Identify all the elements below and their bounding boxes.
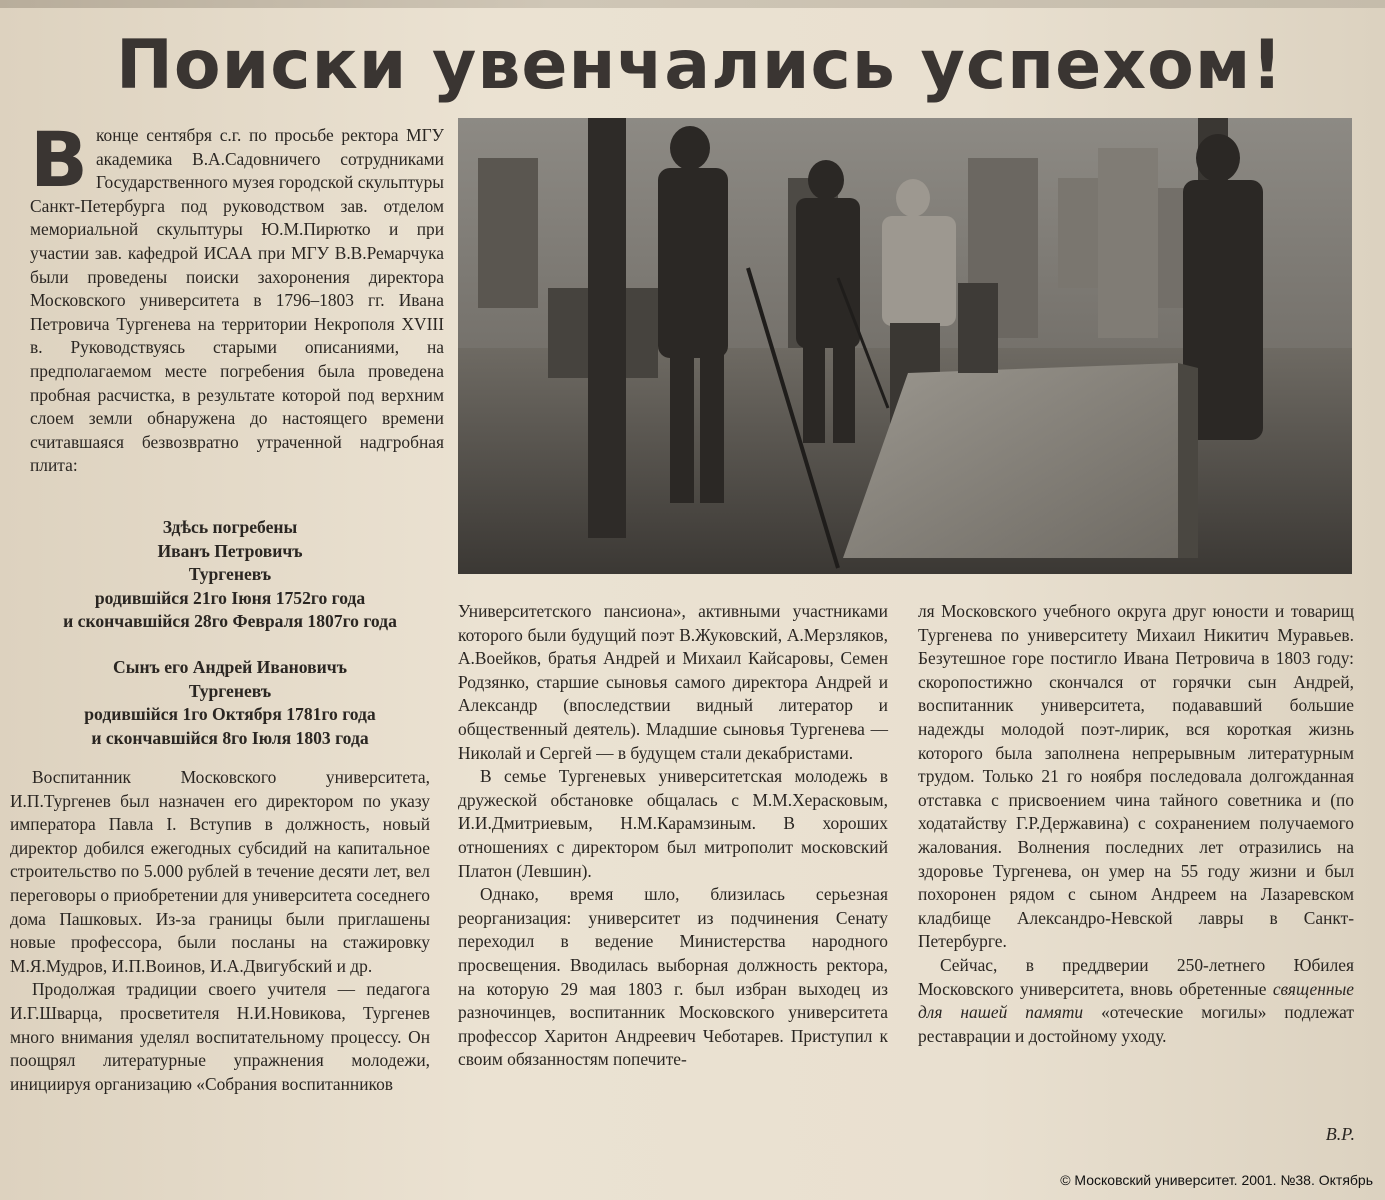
italic-fragment: священные для нашей памяти <box>918 978 1354 1023</box>
text-fragment: Сейчас, в преддверии 250-летнего Юбилея Московского университета, вновь обретенные <box>918 954 1354 999</box>
epitaph-line: и скончавшійся 8го Іюля 1803 года <box>91 727 369 748</box>
headline: Поиски увенчались успехом! <box>116 26 1284 105</box>
epitaph-line: родившійся 1го Октября 1781го года <box>84 704 376 725</box>
drop-cap: В <box>30 115 88 204</box>
epitaph-line: Тургеневъ <box>188 564 272 585</box>
paragraph: Университетского пансиона», активными участниками которого были будущий поэт В.Жуковский, А.Мерзляков, А.Воейков, братья Андрей и Михаил Кайсаровы, Семен Родзянко, старшие сыновья самого директора Андрей и Александр (впоследствии видный литератор и общественный деятель). Младшие сыновья Тургенева — Николай и Сергей — в будущем стали декабристами. <box>458 601 888 763</box>
intro-column <box>30 115 444 478</box>
cemetery-photo <box>458 118 1352 574</box>
column-2 <box>458 600 888 1072</box>
intro-text: конце сентября с.г. по просьбе ректора МГУ академика В.А.Садовничего сотрудниками Государственного музея городской скульптуры Санкт-Петербурга под руководством зав. отделом мемориальной скульптуры Ю.М.Пирютко и при участии зав. кафедрой ИСАА при МГУ В.В.Ремарчука были проведены поиски захоронения директора Московского университета в 1796–1803 гг. Ивана Петровича Тургенева на территории Некрополя XVIII в. Руководствуясь старыми описаниями, на предполагаемом месте погребения была проведена пробная расчистка, в результате которой под верхним слоем земли обнаружена до настоящего времени считавшаяся безвозвратно утраченной надгробная плита: <box>30 125 444 476</box>
epitaph-line: Сынъ его Андрей Ивановичъ <box>113 657 347 677</box>
column-1 <box>10 766 430 1096</box>
paragraph: В семье Тургеневых университетская молодежь в дружеской обстановке общалась с М.М.Херасковым, И.И.Дмитриевым, Н.М.Карамзиным. В хороших отношениях с директором был митрополит московский Платон (Левшин). <box>458 766 888 881</box>
epitaph-ivan <box>20 516 440 634</box>
text-fragment: «отеческие могилы» подлежат реставрации и достойному уходу. <box>918 1002 1354 1046</box>
paragraph: ля Московского учебного округа друг юности и товарищ Тургенева по университету Михаил Никитич Муравьев. Безутешное горе постигло Ивана Петровича в 1803 году: скоропостижно скончался от горячки сын Андрей, воспитанник университета, подававший большие надежды молодой поэт-лирик, вся короткая жизнь которого была заполнена непрерывным литературным трудом. Только 21 го ноября последовала долгожданная отставка с присвоением чина тайного советника и (по ходатайству Г.Р.Державина) с сохранением получаемого жалования. Волнения последних лет отразились на здоровье Тургенева, он умер на 55 году жизни и был похоронен рядом с сыном Андреем на Лазаревском кладбище Александро-Невской лавры в Санкт-Петербурге. <box>918 601 1354 952</box>
epitaph-line: и скончавшійся 28го Февраля 1807го года <box>63 611 397 632</box>
epitaph-line: Тургеневъ <box>188 680 272 701</box>
source-caption: © Московский университет. 2001. №38. Октябрь <box>1060 1172 1373 1188</box>
epitaph-andrey <box>20 656 440 750</box>
author-signature: В.Р. <box>1325 1124 1355 1144</box>
paragraph-final <box>918 954 1354 1048</box>
column-3 <box>918 600 1354 1048</box>
top-edge <box>0 0 1385 8</box>
epitaph-line: Здѣсь погребены <box>162 517 298 537</box>
photo-illustration <box>458 118 1352 574</box>
epitaph-line: родившійся 21го Іюня 1752го года <box>94 587 366 608</box>
paragraph: Однако, время шло, близилась серьезная реорганизация: университет из подчинения Сенату переходил в ведение Министерства народного просвещения. Вводилась выборная должность ректора, на которую 29 мая 1803 г. был избран выходец из разночинцев, воспитанник Московского университета профессор Харитон Андреевич Чеботарев. Приступил к своим обязанностям попечите- <box>458 884 888 1070</box>
paragraph: Воспитанник Московского университета, И.П.Тургенев был назначен его директором по указу императора Павла I. Вступив в должность, новый директор добился ежегодных субсидий на капитальное строительство по 5.000 рублей в течение десяти лет, вел переговоры о приобретении для университета соседнего дома Пашковых. Из-за границы были приглашены новые профессора, были посланы на стажировку М.Я.Мудров, И.П.Воинов, И.А.Двигубский и др. <box>10 767 430 976</box>
epitaph-line: Иванъ Петровичъ <box>157 540 303 561</box>
paragraph: Продолжая традиции своего учителя — педагога И.Г.Шварца, просветителя Н.И.Новикова, Тургенев много внимания уделял воспитательному процессу. Он поощрял литературные упражнения молодежи, инициируя организацию «Собрания воспитанников <box>10 979 430 1094</box>
